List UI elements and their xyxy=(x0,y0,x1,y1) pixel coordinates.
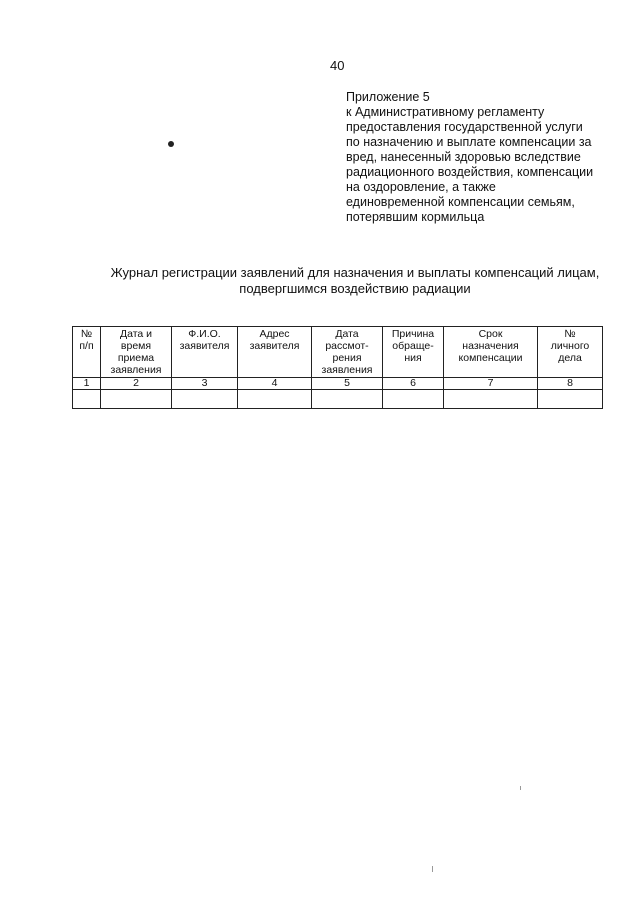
scan-mark xyxy=(520,786,521,790)
appendix-title: Приложение 5 xyxy=(346,90,430,104)
column-number: 7 xyxy=(444,378,538,390)
table-cell xyxy=(73,390,101,409)
table-row xyxy=(73,390,603,409)
table-cell xyxy=(312,390,383,409)
appendix-line: предоставления государственной услуги xyxy=(346,120,583,134)
bullet-dot xyxy=(168,141,174,147)
appendix-line: по назначению и выплате компенсации за xyxy=(346,135,592,149)
column-header: Причина обраще- ния xyxy=(383,327,444,378)
column-header: Ф.И.О. заявителя xyxy=(172,327,238,378)
column-header: Адрес заявителя xyxy=(238,327,312,378)
appendix-line: потерявшим кормильца xyxy=(346,210,485,224)
page-number: 40 xyxy=(330,58,345,73)
table-cell xyxy=(444,390,538,409)
table-cell xyxy=(101,390,172,409)
column-number: 1 xyxy=(73,378,101,390)
scan-mark xyxy=(432,866,433,872)
column-number: 8 xyxy=(538,378,603,390)
document-title-line: подвергшимся воздействию радиации xyxy=(239,281,471,296)
appendix-line: к Административному регламенту xyxy=(346,105,545,119)
column-header: № п/п xyxy=(73,327,101,378)
appendix-line: вред, нанесенный здоровью вследствие xyxy=(346,150,581,164)
table-cell xyxy=(383,390,444,409)
column-header: Дата рассмот- рения заявления xyxy=(312,327,383,378)
column-number: 3 xyxy=(172,378,238,390)
appendix-line: на оздоровление, а также xyxy=(346,180,496,194)
column-header: Срок назначения компенсации xyxy=(444,327,538,378)
column-number: 5 xyxy=(312,378,383,390)
table-header-row xyxy=(73,327,603,378)
column-header: Дата и время приема заявления xyxy=(101,327,172,378)
column-number: 6 xyxy=(383,378,444,390)
document-title xyxy=(100,265,610,297)
document-title-line: Журнал регистрации заявлений для назначения и выплаты компенсаций лицам, xyxy=(110,265,600,280)
column-number: 4 xyxy=(238,378,312,390)
table-cell xyxy=(172,390,238,409)
appendix-line: единовременной компенсации семьям, xyxy=(346,195,575,209)
table-cell xyxy=(238,390,312,409)
column-number-row xyxy=(73,378,603,390)
table-cell xyxy=(538,390,603,409)
column-header: № личного дела xyxy=(538,327,603,378)
appendix-line: радиационного воздействия, компенсации xyxy=(346,165,594,179)
journal-table xyxy=(72,326,603,409)
appendix-block xyxy=(346,90,616,225)
column-number: 2 xyxy=(101,378,172,390)
